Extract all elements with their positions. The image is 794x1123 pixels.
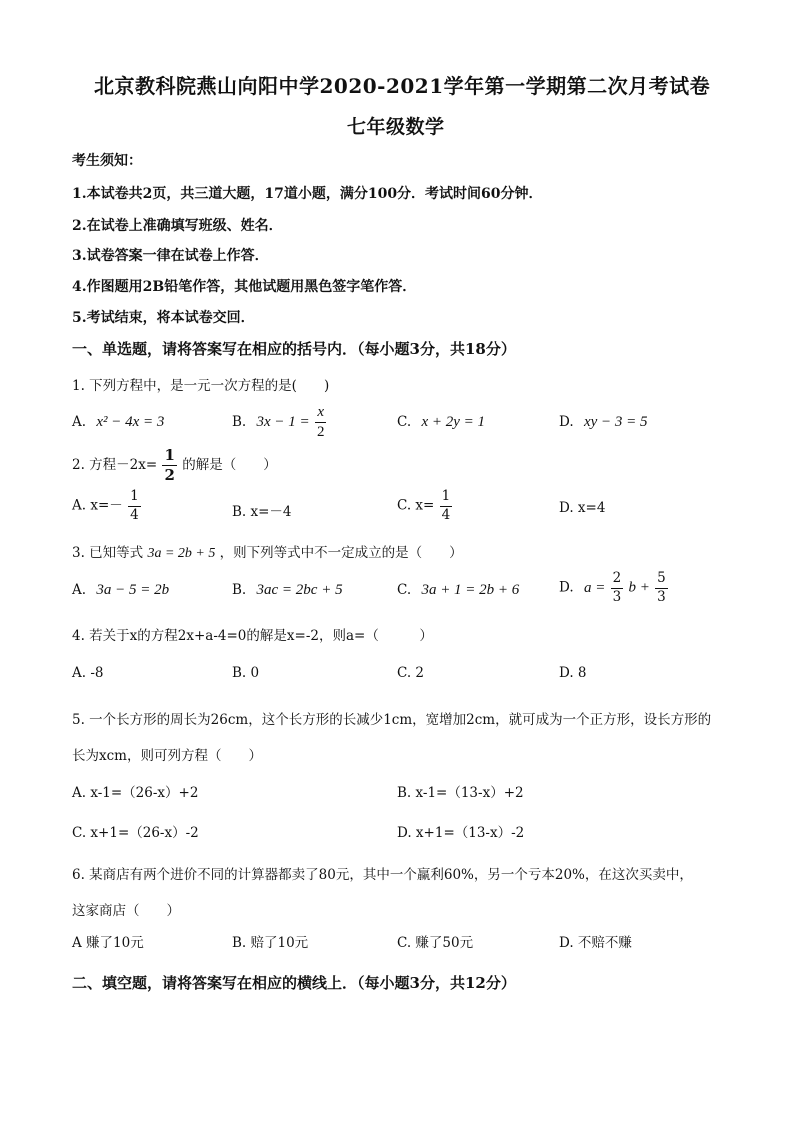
question-3-option-b: B. 3ac = 2bc + 5 — [232, 582, 343, 598]
question-6-option-d: D. 不赔不赚 — [559, 935, 632, 951]
question-6-option-b: B. 赔了10元 — [232, 935, 309, 951]
notice-item: 2.在试卷上准确填写班级、姓名． — [72, 218, 283, 234]
question-6-stem: 6. 某商店有两个进价不同的计算器都卖了80元，其中一个赢利60%，另一个亏本20%，在这次买卖中， — [72, 867, 693, 883]
question-5-option-b: B. x-1=（13-x）+2 — [397, 785, 524, 801]
question-3-option-a: A. 3a − 5 = 2b — [72, 582, 170, 598]
question-6-option-c: C. 赚了50元 — [397, 935, 474, 951]
question-1-option-b — [232, 405, 327, 440]
question-1-option-c — [397, 414, 485, 431]
option-a-expression: x² − 4x = 3 — [96, 414, 165, 430]
option-label: B. — [232, 414, 247, 430]
fraction: $\frac{2}{3}$ — [612, 570, 622, 605]
question-4-option-d: D. 8 — [559, 665, 587, 681]
exam-subtitle: 七年级数学 — [347, 116, 445, 138]
question-1-stem: 1. 下列方程中，是一元一次方程的是( ) — [72, 378, 330, 394]
option-label: A. — [72, 414, 87, 430]
fraction: $\frac{x}{2}$ — [316, 404, 325, 440]
question-1-option-d — [559, 414, 648, 431]
notice-item: 3.试卷答案一律在试卷上作答． — [72, 248, 269, 264]
question-2-stem: 2. 方程－2x= $\frac{1}{2}$ 的解是（ ） — [72, 446, 277, 484]
fraction: $\frac{1}{4}$ — [441, 488, 451, 523]
question-5-stem: 5. 一个长方形的周长为26cm，这个长方形的长减少1cm，宽增加2cm，就可成为一个正方形，设长方形的 — [72, 712, 712, 728]
option-b-expression: 3x − 1 = — [256, 414, 310, 430]
notice-item: 4.作图题用2B铅笔作答，其他试题用黑色签字笔作答． — [72, 279, 417, 295]
option-label: D. — [559, 414, 574, 430]
question-4-option-c: C. 2 — [397, 665, 425, 681]
question-4-option-a: A. -8 — [72, 665, 104, 681]
question-4-stem: 4. 若关于x的方程2x+a-4=0的解是x=-2，则a=（ ） — [72, 628, 433, 644]
section-heading-fill-in: 二、填空题，请将答案写在相应的横线上．（每小题3分，共12分） — [72, 974, 516, 992]
question-5-stem-line2: 长为xcm，则可列方程（ ） — [72, 748, 262, 764]
notice-heading: 考生须知： — [72, 153, 142, 169]
exam-title: 北京教科院燕山向阳中学2020-2021学年第一学期第二次月考试卷 — [94, 74, 711, 98]
question-3-option-d: D. a = $\frac{2}{3}$ b + $\frac{5}{3}$ — [559, 570, 666, 605]
question-2-option-d: D. x=4 — [559, 500, 606, 516]
question-5-option-c: C. x+1=（26-x）-2 — [72, 825, 199, 841]
notice-item: 1.本试卷共2页，共三道大题，17道小题，满分100分．考试时间60分钟． — [72, 186, 543, 202]
question-2-option-c: C. x= $\frac{1}{4}$ — [397, 488, 451, 523]
question-3-stem: 3. 已知等式 3a = 2b + 5 ，则下列等式中不一定成立的是（ ） — [72, 545, 463, 561]
question-2-option-b: B. x=－4 — [232, 504, 292, 520]
fraction: $\frac{5}{3}$ — [657, 570, 666, 605]
question-1-option-a — [72, 414, 164, 431]
question-5-option-d: D. x+1=（13-x）-2 — [397, 825, 525, 841]
fraction: $\frac{1}{2}$ — [164, 446, 175, 484]
fraction: $\frac{1}{4}$ — [130, 488, 139, 523]
option-d-expression: xy − 3 = 5 — [583, 414, 648, 430]
question-6-option-a: A 赚了10元 — [72, 935, 144, 951]
question-6-stem-line2: 这家商店（ ） — [72, 903, 180, 919]
question-3-option-c: C. 3a + 1 = 2b + 6 — [397, 582, 520, 598]
option-label: C. — [397, 414, 412, 430]
question-5-option-a: A. x-1=（26-x）+2 — [72, 785, 199, 801]
notice-item: 5.考试结束，将本试卷交回． — [72, 310, 255, 326]
option-c-expression: x + 2y = 1 — [421, 414, 485, 430]
section-heading-single-choice: 一、单选题，请将答案写在相应的括号内．（每小题3分，共18分） — [72, 340, 516, 358]
question-4-option-b: B. 0 — [232, 665, 260, 681]
question-2-option-a: A. x=－ $\frac{1}{4}$ — [72, 488, 139, 523]
